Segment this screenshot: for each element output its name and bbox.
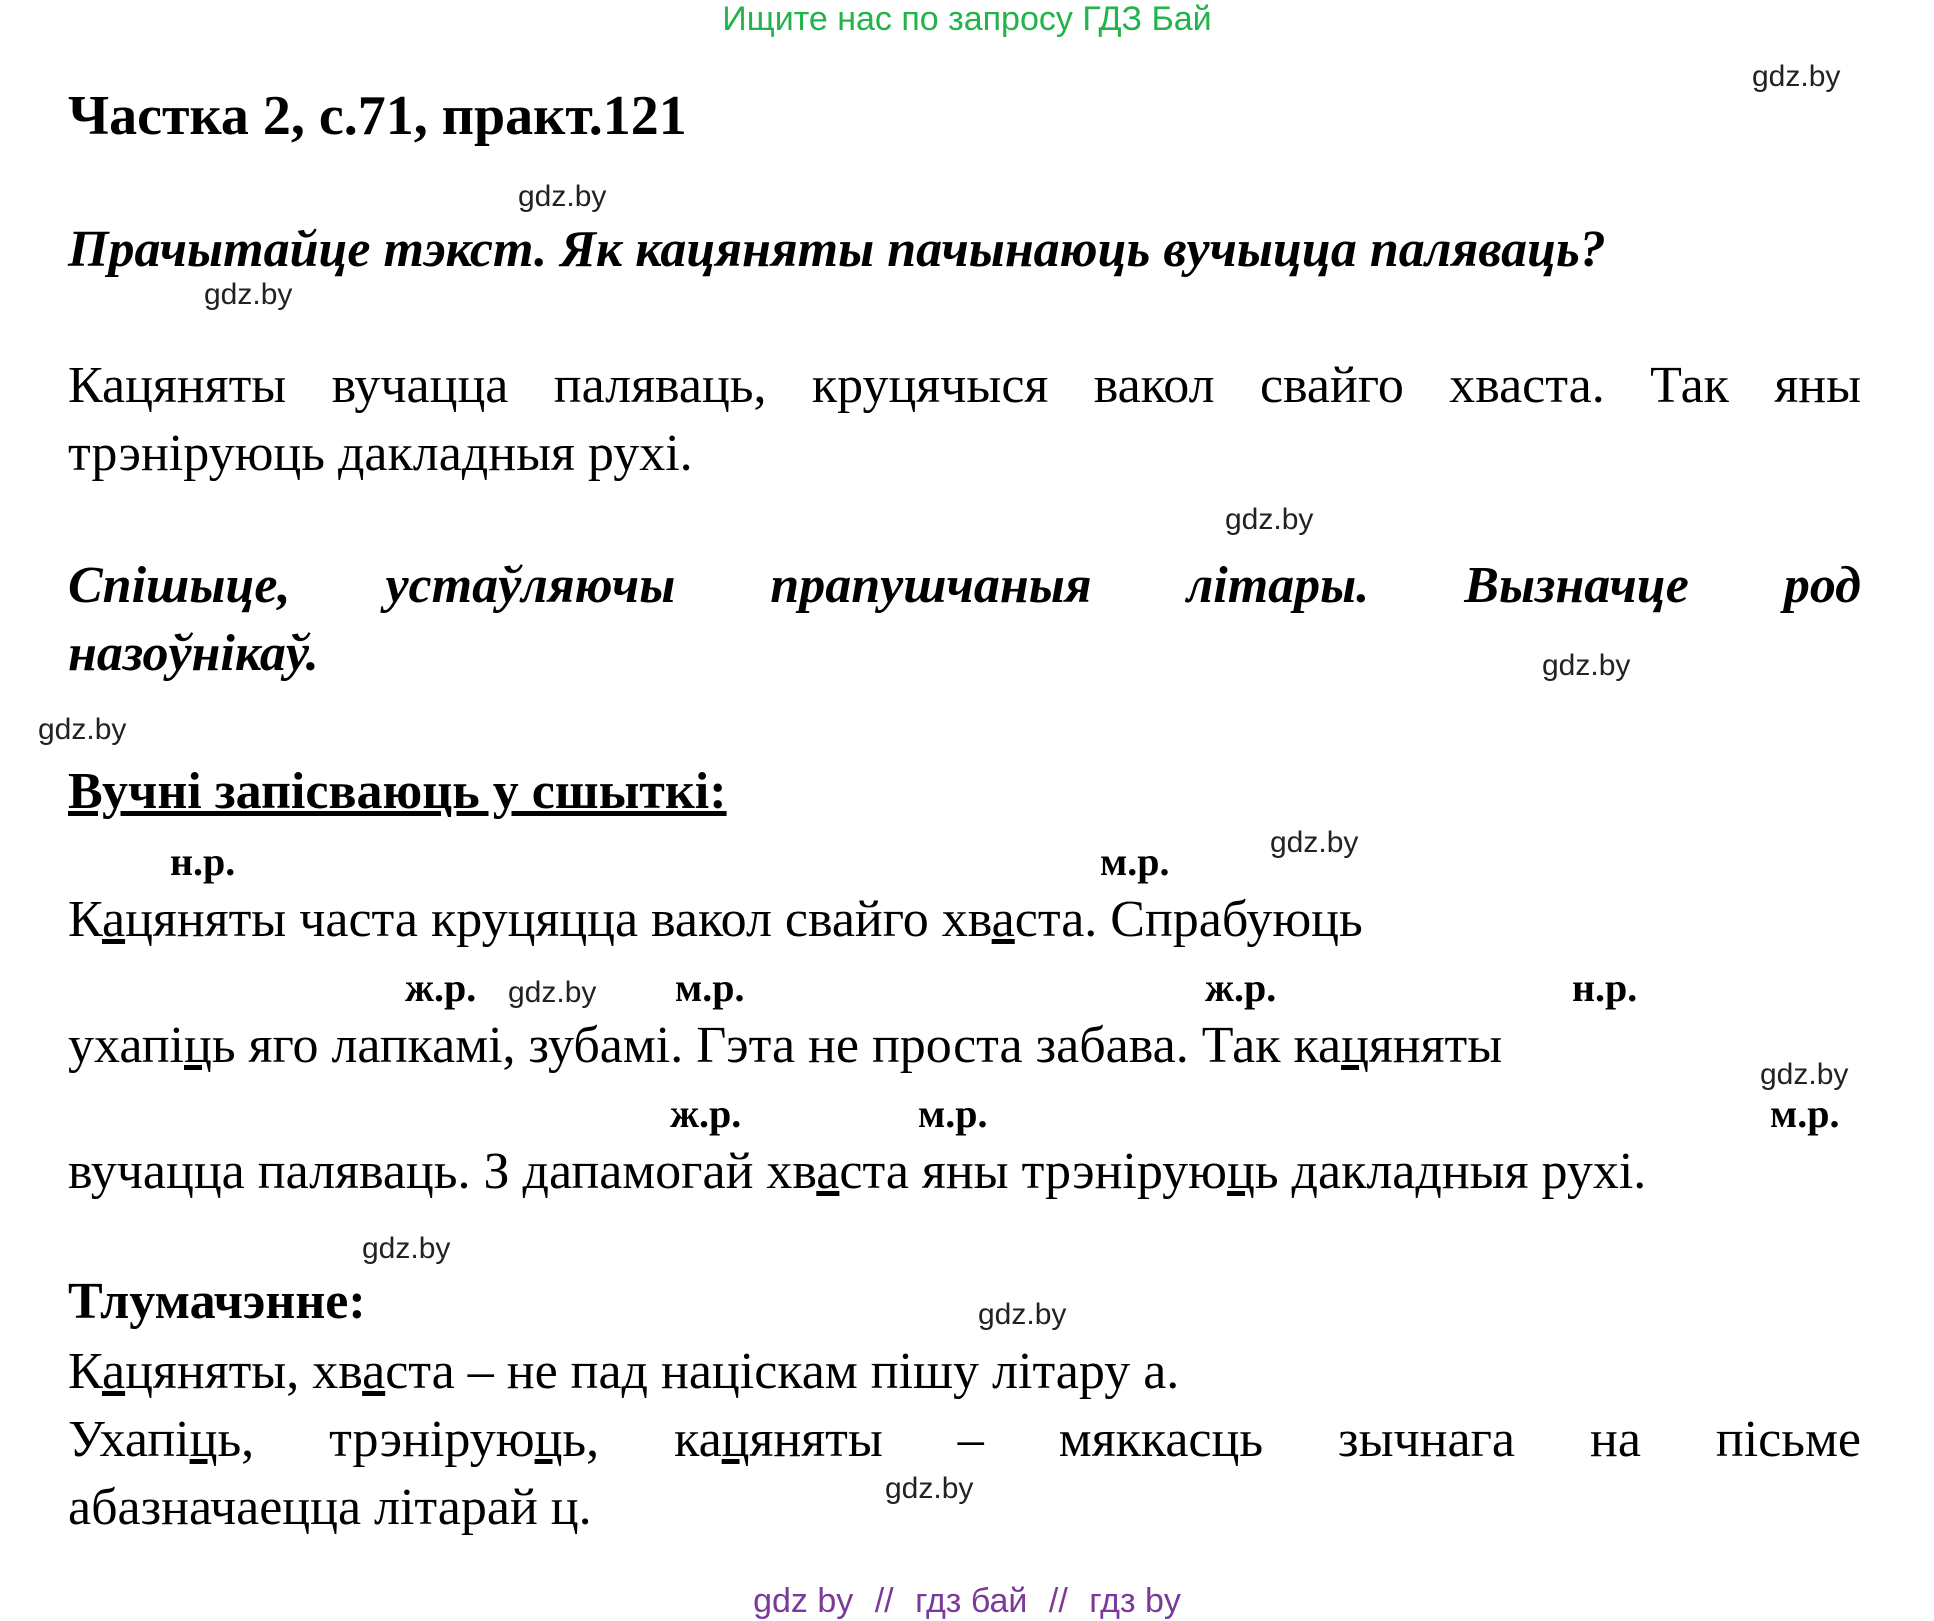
watermark: gdz.by bbox=[1542, 649, 1631, 682]
inserted-letter: а bbox=[102, 891, 126, 948]
task2-word: род bbox=[1783, 557, 1861, 614]
promo-banner[interactable]: Ищите нас по запросу ГДЗ Бай bbox=[722, 0, 1212, 38]
inserted-letter: ц bbox=[183, 1017, 212, 1074]
exercise-line-1: Кацяняты часта круцяцца вакол свайго хваста. Спрабуюць bbox=[68, 891, 1363, 948]
watermark: gdz.by bbox=[508, 976, 597, 1009]
watermark: gdz.by bbox=[1760, 1058, 1849, 1091]
watermark: gdz.by bbox=[1270, 826, 1359, 859]
inserted-letter: а bbox=[816, 1143, 840, 1200]
task-instruction-2 bbox=[68, 556, 1861, 615]
exercise-line-3: вучацца паляваць. З дапамогай хваста яны трэніруюць дакладныя рухі. bbox=[68, 1143, 1647, 1200]
footer-separator: // bbox=[874, 1582, 894, 1620]
watermark: gdz.by bbox=[518, 180, 607, 213]
answer-paragraph: Кацяняты вучацца паляваць, круцячыся вакол свайго хваста. Так яны трэніруюць дакладныя рухі. bbox=[68, 357, 1861, 482]
watermark: gdz.by bbox=[362, 1232, 451, 1265]
inserted-letter: ц bbox=[534, 1411, 563, 1468]
inserted-letter: а bbox=[991, 891, 1015, 948]
footer-link[interactable]: gdz by bbox=[753, 1582, 854, 1620]
task-instruction-2-cont: назоўнікаў. bbox=[68, 625, 319, 682]
explanation-line-1: Кацяняты, хваста – не пад націскам пішу літару а. bbox=[68, 1343, 1180, 1400]
inserted-letter: ц bbox=[721, 1411, 750, 1468]
footer-separator: // bbox=[1048, 1582, 1068, 1620]
gender-label: м.р. bbox=[1770, 1091, 1840, 1136]
task2-word: Спішыце, bbox=[68, 557, 291, 614]
notebook-heading: Вучні запісваюць у сшыткі: bbox=[68, 763, 727, 820]
footer-link[interactable]: гдз бай bbox=[915, 1582, 1028, 1620]
watermark: gdz.by bbox=[885, 1472, 974, 1505]
task2-word: літары. bbox=[1186, 557, 1370, 614]
task-instruction-1: Прачытайце тэкст. Як кацяняты пачынаюць вучыцца паляваць? bbox=[68, 221, 1606, 278]
watermark: gdz.by bbox=[204, 278, 293, 311]
footer-links bbox=[0, 1582, 1934, 1621]
inserted-letter: ц bbox=[1341, 1017, 1369, 1074]
gender-label: м.р. bbox=[675, 965, 745, 1010]
task2-word: Вызначце bbox=[1464, 557, 1689, 614]
task2-word: устаўляючы bbox=[385, 557, 676, 614]
page-title: Частка 2, с.71, практ.121 bbox=[68, 85, 687, 147]
inserted-letter: ц bbox=[189, 1411, 218, 1468]
watermark: gdz.by bbox=[978, 1298, 1067, 1331]
gender-label: м.р. bbox=[1100, 839, 1170, 884]
gender-label: ж.р. bbox=[405, 965, 477, 1010]
gender-label: н.р. bbox=[1572, 965, 1638, 1010]
footer-link[interactable]: гдз by bbox=[1089, 1582, 1181, 1620]
inserted-letter: а bbox=[102, 1343, 126, 1400]
watermark: gdz.by bbox=[1225, 503, 1314, 536]
exercise-line-2: ухапіць яго лапкамі, зубамі. Гэта не проста забава. Так кацяняты bbox=[68, 1017, 1503, 1074]
watermark: gdz.by bbox=[1752, 60, 1841, 93]
explanation-heading: Тлумачэнне: bbox=[68, 1273, 366, 1330]
gender-label: ж.р. bbox=[670, 1091, 742, 1136]
explanation-line-3: абазначаецца літарай ц. bbox=[68, 1479, 592, 1536]
inserted-letter: ц bbox=[1227, 1143, 1255, 1200]
gender-label: ж.р. bbox=[1205, 965, 1277, 1010]
gender-label: м.р. bbox=[918, 1091, 988, 1136]
explanation-line-2: Ухапіць, трэніруюць, кацяняты – мяккасць зычнага на пісьме bbox=[68, 1411, 1861, 1468]
gender-label: н.р. bbox=[170, 839, 236, 884]
inserted-letter: а bbox=[362, 1343, 386, 1400]
watermark: gdz.by bbox=[38, 713, 127, 746]
task2-word: прапушчаныя bbox=[770, 557, 1092, 614]
